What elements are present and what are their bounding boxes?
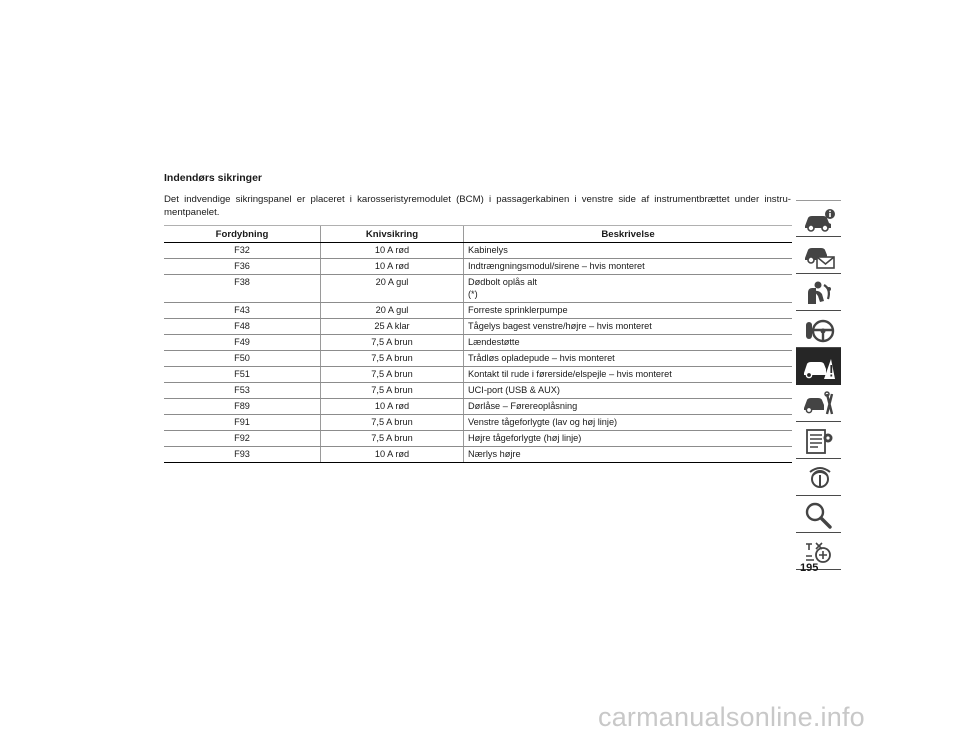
cell-description: [464, 243, 793, 259]
section-heading: Indendørs sikringer: [164, 172, 263, 184]
cell-fuse: 7,5 A brun: [321, 351, 464, 367]
cell-recess: F91: [164, 415, 321, 431]
description-text: Trådløs opladepude – hvis monteret: [468, 353, 615, 363]
cell-recess: F92: [164, 431, 321, 447]
car-emergency-icon: [802, 353, 836, 381]
cell-fuse: 7,5 A brun: [321, 335, 464, 351]
cell-fuse: 20 A gul: [321, 303, 464, 319]
table-row: [164, 275, 792, 303]
table-row: [164, 259, 792, 275]
cell-description: [464, 447, 793, 463]
cell-recess: F43: [164, 303, 321, 319]
steering-start-icon: [802, 316, 836, 344]
cell-description: [464, 319, 793, 335]
cell-fuse: 7,5 A brun: [321, 367, 464, 383]
cell-description: [464, 431, 793, 447]
cell-fuse: 7,5 A brun: [321, 383, 464, 399]
description-note: (*): [468, 289, 478, 299]
table-row: [164, 447, 792, 463]
cell-description: [464, 367, 793, 383]
cell-recess: F93: [164, 447, 321, 463]
tab-seat-safety[interactable]: [796, 274, 841, 311]
table-row: [164, 243, 792, 259]
tab-car-emergency[interactable]: [796, 348, 841, 385]
description-text: Tågelys bagest venstre/højre – hvis monteret: [468, 321, 652, 331]
cell-fuse: 7,5 A brun: [321, 431, 464, 447]
cell-recess: F50: [164, 351, 321, 367]
table-row: [164, 399, 792, 415]
description-text: Forreste sprinklerpumpe: [468, 305, 568, 315]
table-row: [164, 431, 792, 447]
cell-recess: F48: [164, 319, 321, 335]
seat-safety-icon: [802, 279, 836, 307]
cell-description: [464, 415, 793, 431]
cell-fuse: 25 A klar: [321, 319, 464, 335]
description-text: Kabinelys: [468, 245, 508, 255]
description-text: Kontakt til rude i førerside/elspejle – hvis monteret: [468, 369, 672, 379]
cell-recess: F53: [164, 383, 321, 399]
cell-description: [464, 335, 793, 351]
tab-index-search[interactable]: [796, 496, 841, 533]
tab-steering-start[interactable]: [796, 311, 841, 348]
car-service-icon: [802, 390, 836, 418]
description-text: Dørlåse – Førereoplåsning: [468, 401, 578, 411]
cell-recess: F36: [164, 259, 321, 275]
table-row: [164, 383, 792, 399]
description-text: Dødbolt oplås alt: [468, 277, 537, 287]
tab-specifications[interactable]: [796, 422, 841, 459]
description-text: UCI-port (USB & AUX): [468, 385, 560, 395]
multimedia-icon: [802, 464, 836, 492]
page-number: 195: [800, 562, 819, 574]
tab-car-info[interactable]: [796, 200, 841, 237]
car-info-icon: [802, 206, 836, 234]
description-text: Lændestøtte: [468, 337, 520, 347]
table-row: [164, 367, 792, 383]
watermark: carmanualsonline.info: [598, 702, 865, 732]
table-row: [164, 415, 792, 431]
cell-description: [464, 399, 793, 415]
cell-fuse: 10 A rød: [321, 447, 464, 463]
cell-recess: F51: [164, 367, 321, 383]
header-description: Beskrivelse: [464, 226, 793, 243]
table-row: [164, 335, 792, 351]
tab-car-service[interactable]: [796, 385, 841, 422]
description-text: Højre tågeforlygte (høj linje): [468, 433, 582, 443]
description-text: Nærlys højre: [468, 449, 521, 459]
car-warning-icon: [802, 242, 836, 270]
description-text: Venstre tågeforlygte (lav og høj linje): [468, 417, 618, 427]
intro-paragraph: Det indvendige sikringspanel er placeret i karosseristyremodulet (BCM) i passagerkabinen i venstre side af instrumentbrættet under instru-mentpanelet.: [164, 194, 791, 218]
cell-recess: F32: [164, 243, 321, 259]
cell-description: [464, 351, 793, 367]
tab-multimedia[interactable]: [796, 459, 841, 496]
cell-description: [464, 303, 793, 319]
cell-fuse: 20 A gul: [321, 275, 464, 303]
tab-car-warning[interactable]: [796, 237, 841, 274]
cell-recess: F89: [164, 399, 321, 415]
header-recess: Fordybning: [164, 226, 321, 243]
specifications-list-icon: [802, 427, 836, 455]
cell-fuse: 10 A rød: [321, 399, 464, 415]
description-text: Indtrængningsmodul/sirene – hvis monteret: [468, 261, 645, 271]
cell-recess: F49: [164, 335, 321, 351]
table-row: [164, 351, 792, 367]
table-row: [164, 303, 792, 319]
fuse-table: [164, 225, 792, 463]
index-search-icon: [802, 501, 836, 529]
cell-fuse: 10 A rød: [321, 243, 464, 259]
cell-description: [464, 275, 793, 303]
cell-description: [464, 383, 793, 399]
table-header-row: [164, 226, 792, 243]
header-fuse: Knivsikring: [321, 226, 464, 243]
cell-recess: F38: [164, 275, 321, 303]
cell-fuse: 10 A rød: [321, 259, 464, 275]
cell-fuse: 7,5 A brun: [321, 415, 464, 431]
chapter-tabs: [796, 200, 841, 570]
table-row: [164, 319, 792, 335]
cell-description: [464, 259, 793, 275]
